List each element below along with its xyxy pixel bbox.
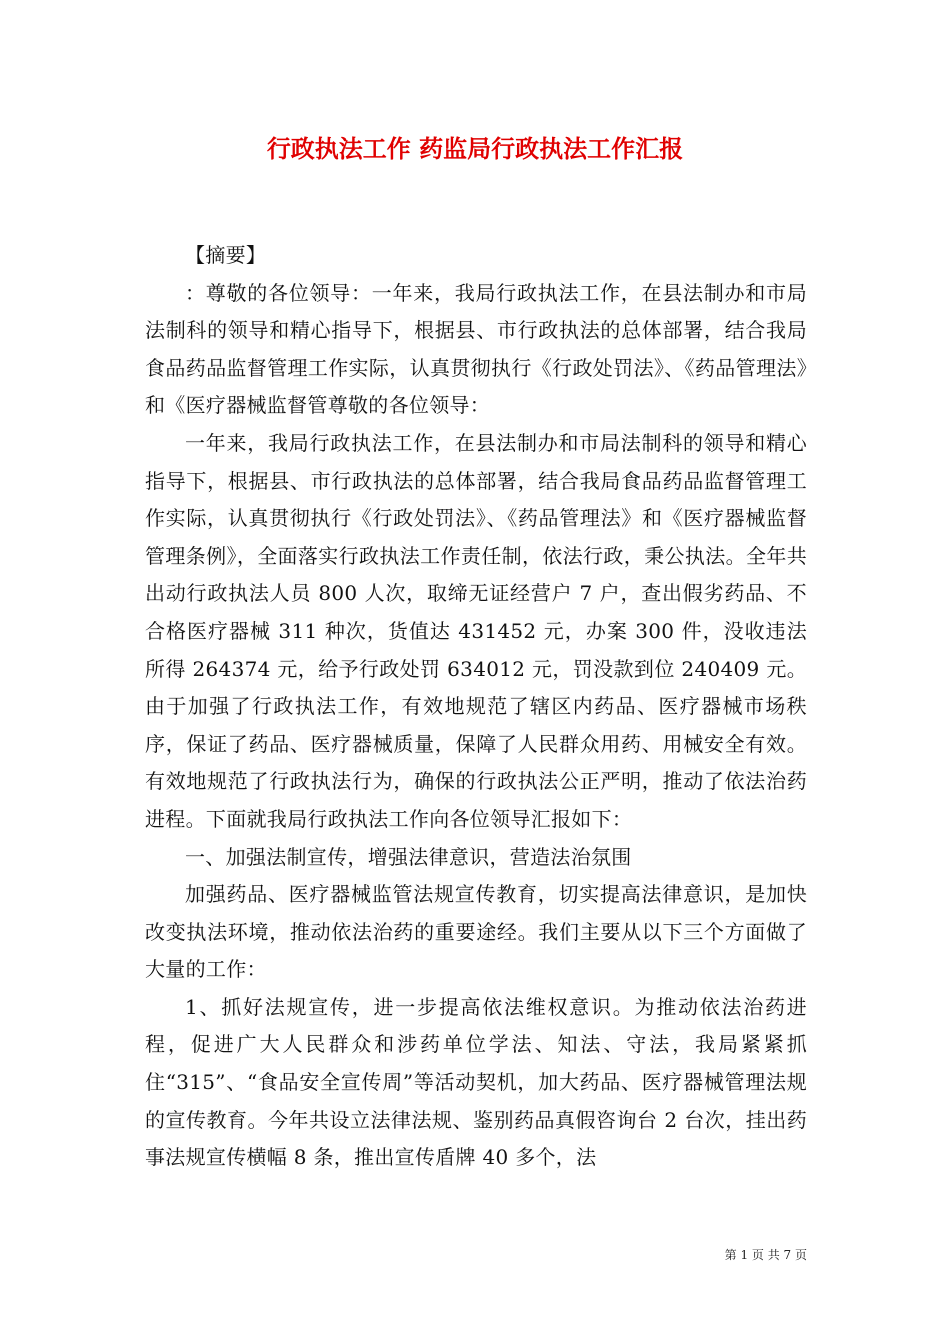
paragraph-3: 加强药品、医疗器械监管法规宣传教育，切实提高法律意识，是加快改变执法环境，推动依法治药的重要途经。我们主要从以下三个方面做了大量的工作： (145, 882, 807, 982)
page-number-footer: 第 1 页 共 7 页 (724, 1248, 807, 1262)
document-title: 行政执法工作 药监局行政执法工作汇报 (266, 134, 684, 163)
paragraph-1: ：尊敬的各位领导：一年来，我局行政执法工作，在县法制办和市局法制科的领导和精心指导下，根据县、市行政执法的总体部署，结合我局食品药品监督管理工作实际，认真贯彻执行《行政处罚法》、《药品管理法》和《医疗器械监督管尊敬的各位领导： (145, 280, 807, 418)
paragraph-2: 一年来，我局行政执法工作，在县法制办和市局法制科的领导和精心指导下，根据县、市行政执法的总体部署，结合我局食品药品监督管理工作实际，认真贯彻执行《行政处罚法》、《药品管理法》和《医疗器械监督管理条例》，全面落实行政执法工作责任制，依法行政，秉公执法。全年共出动行政执法人员 800 人次，取缔无证经营户 7 户，查出假劣药品、不合格医疗器械 311 种次，货值达 431452 元，办案 300 件，没收违法所得 264374 元，给予行政处罚 634012 元，罚没款到位 240409 元。由于加强了行政执法工作，有效地规范了辖区内药品、医疗器械市场秩序，保证了药品、医疗器械质量，保障了人民群众用药、用械安全有效。有效地规范了行政执法行为，确保的行政执法公正严明，推动了依法治药进程。下面就我局行政执法工作向各位领导汇报如下： (145, 430, 807, 831)
section-heading-1: 一、加强法制宣传，增强法律意识，营造法治氛围 (185, 844, 632, 869)
paragraph-4: 1、抓好法规宣传，进一步提高依法维权意识。为推动依法治药进程，促进广大人民群众和涉药单位学法、知法、守法，我局紧紧抓住“315”、“食品安全宣传周”等活动契机，加大药品、医疗器械管理法规的宣传教育。今年共设立法律法规、鉴别药品真假咨询台 2 台次，挂出药事法规宣传横幅 8 条，推出宣传盾牌 40 多个，法 (145, 994, 807, 1170)
document-body (145, 237, 807, 1177)
abstract-label: 【摘要】 (185, 243, 267, 267)
